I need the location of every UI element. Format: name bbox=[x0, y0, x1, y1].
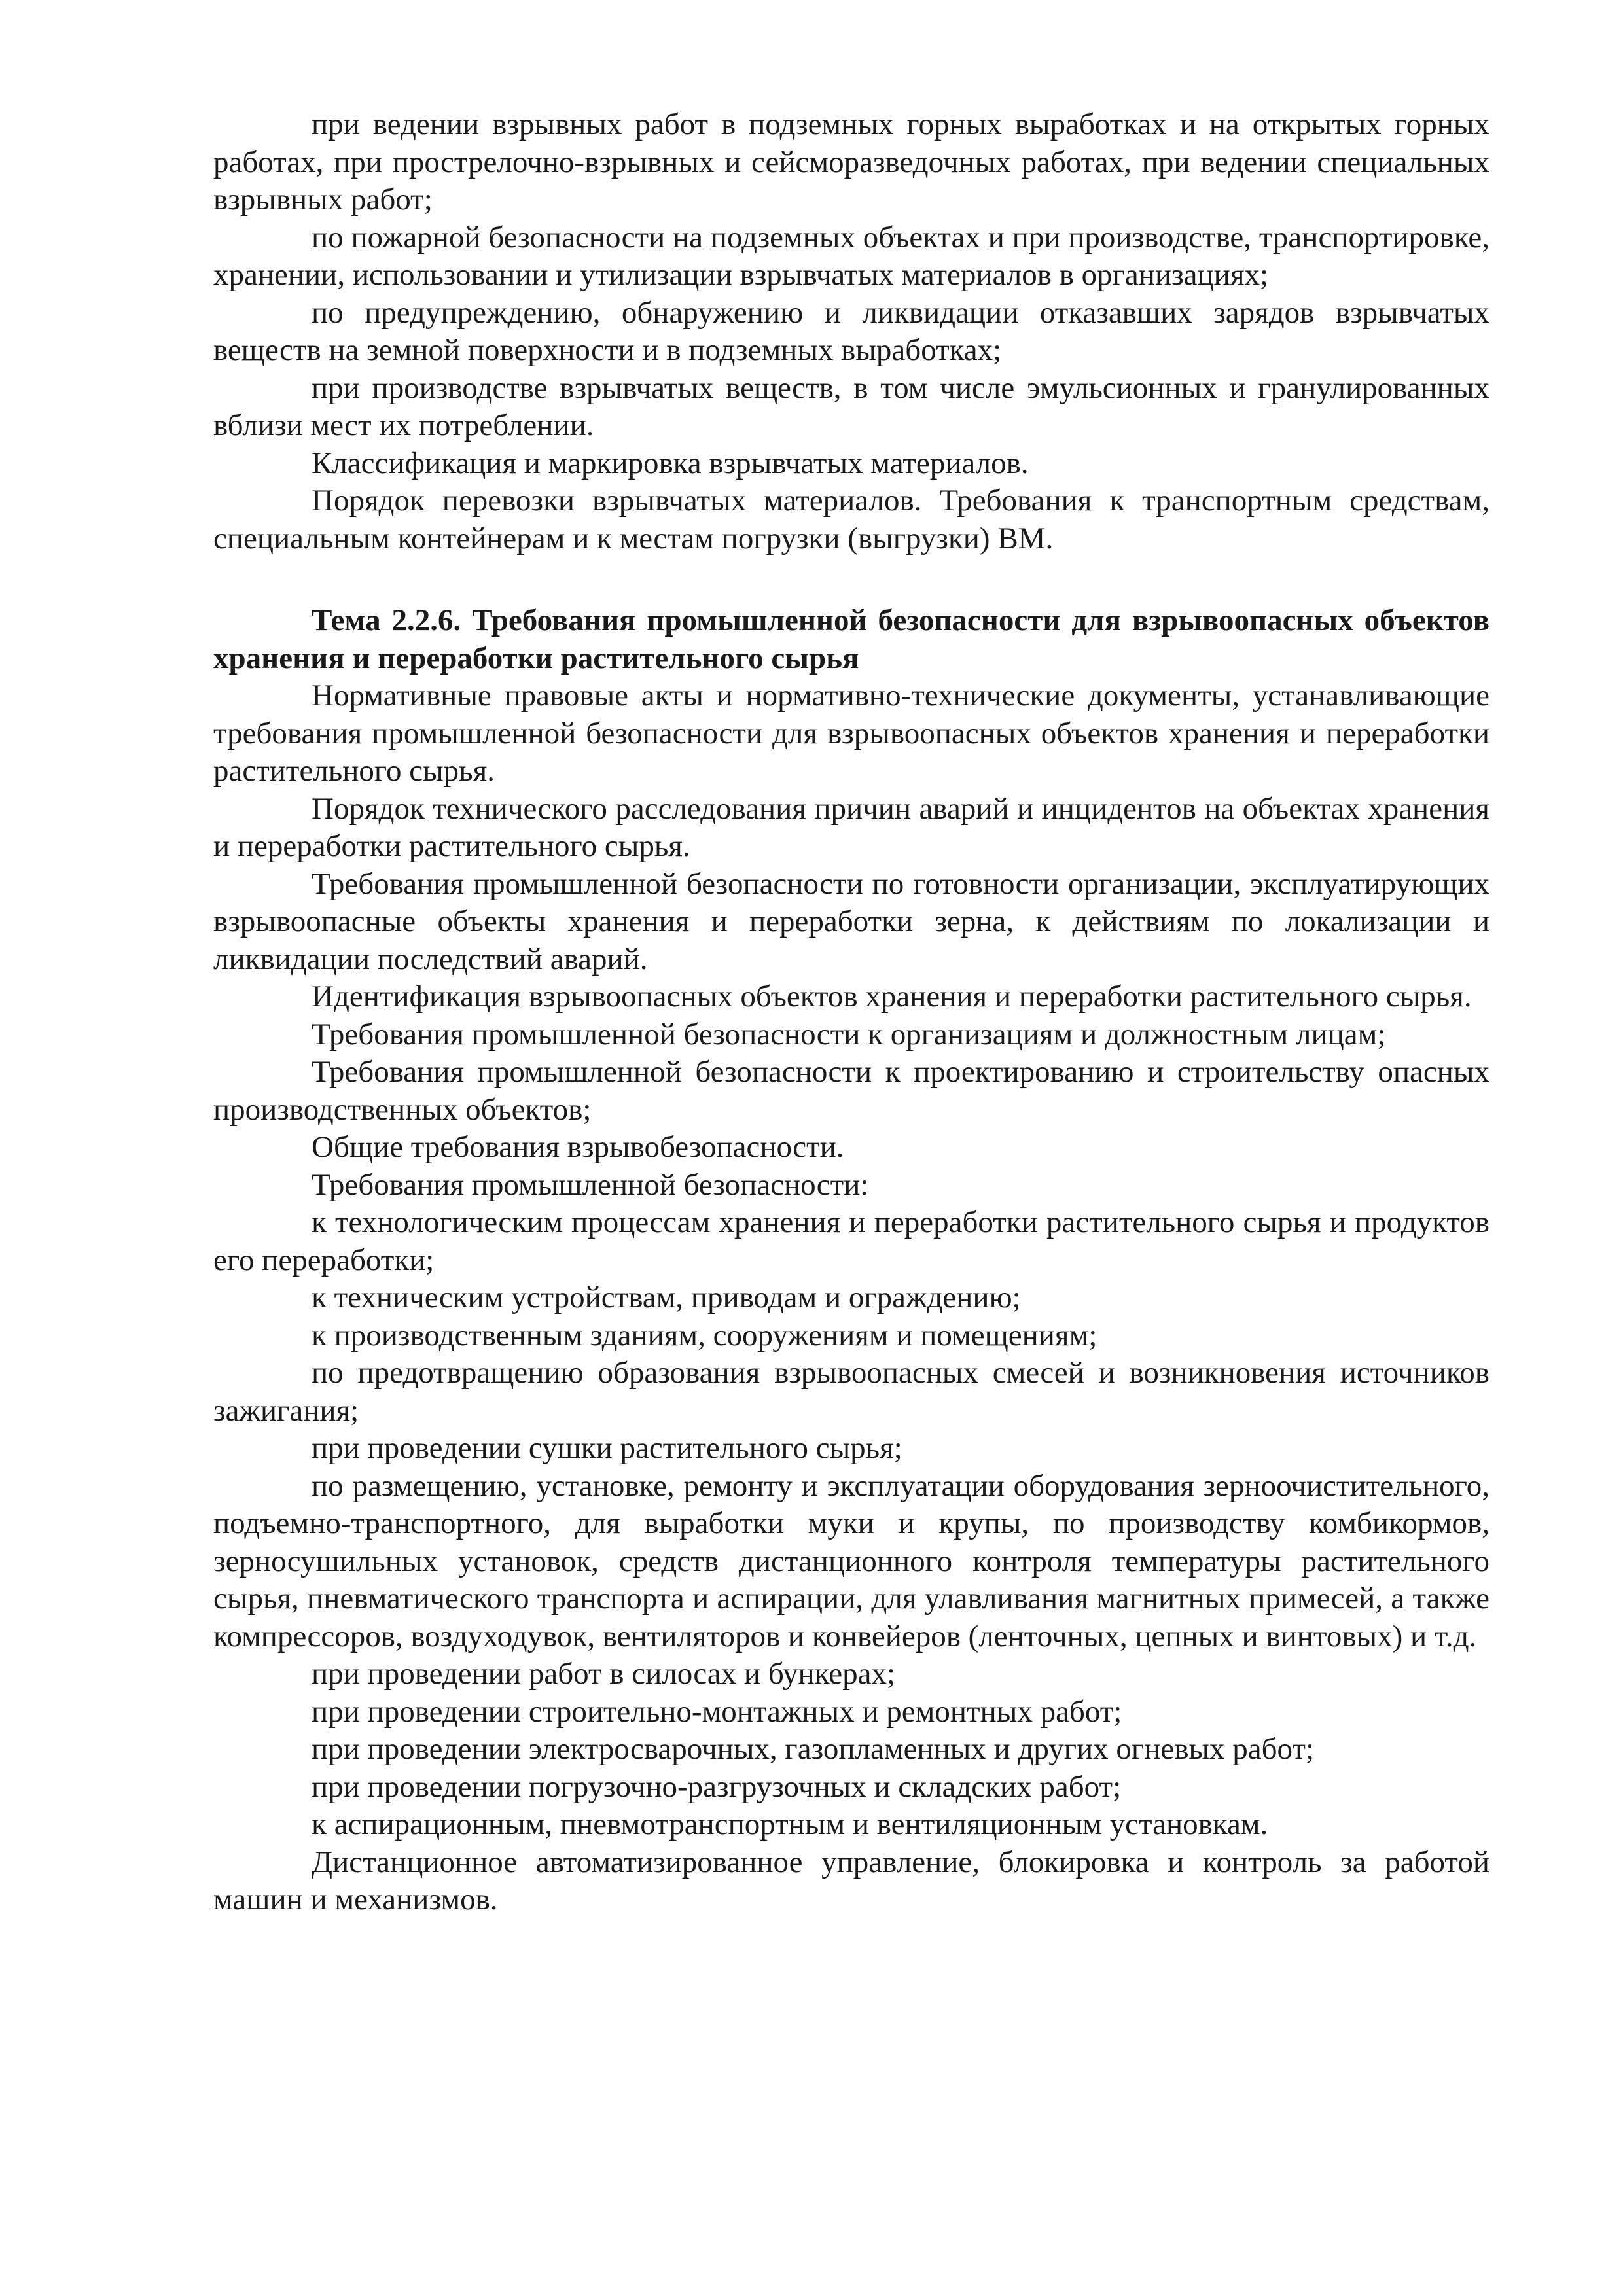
list-item-silos: при проведении работ в силосах и бункерах; bbox=[312, 1657, 896, 1691]
list-item-drying: при проведении сушки растительного сырья; bbox=[312, 1431, 902, 1465]
paragraph-identification: Идентификация взрывоопасных объектов хранения и переработки растительного сырья. bbox=[312, 980, 1472, 1014]
list-item-explosive-mixtures: по предотвращению образования взрывоопасных смесей и возникновения источников зажигания; bbox=[213, 1356, 1489, 1428]
paragraph-readiness: Требования промышленной безопасности по готовности организации, эксплуатирующих взрывоопасные объекты хранения и переработки зерна, к действиям по локализации и ликвидации последствий аварий. bbox=[213, 866, 1489, 976]
list-item-hot-works: при проведении электросварочных, газопламенных и других огневых работ; bbox=[312, 1732, 1314, 1766]
paragraph-failed-charges: по предупреждению, обнаружению и ликвидации отказавших зарядов взрывчатых веществ на земной поверхности и в подземных выработках; bbox=[213, 295, 1489, 367]
paragraph-safety-requirements: Требования промышленной безопасности: bbox=[312, 1167, 869, 1202]
list-item-technological-processes: к технологическим процессам хранения и переработки растительного сырья и продуктов его переработки; bbox=[213, 1205, 1489, 1277]
paragraph-design-construction: Требования промышленной безопасности к проектированию и строительству опасных производственных объектов; bbox=[213, 1055, 1489, 1127]
paragraph-blasting-works: при ведении взрывных работ в подземных горных выработках и на открытых горных работах, при прострелочно-взрывных и сейсморазведочных работах, при ведении специальных взрывных работ; bbox=[213, 107, 1489, 217]
list-item-buildings: к производственным зданиям, сооружениям и помещениям; bbox=[312, 1318, 1097, 1352]
list-item-technical-devices: к техническим устройствам, приводам и ограждению; bbox=[312, 1280, 1021, 1315]
document-body bbox=[213, 106, 1489, 1919]
paragraph-classification: Классификация и маркировка взрывчатых материалов. bbox=[312, 446, 1029, 480]
list-item-aspiration: к аспирационным, пневмотранспортным и вентиляционным установкам. bbox=[312, 1807, 1268, 1841]
paragraph-explosives-production: при производстве взрывчатых веществ, в том числе эмульсионных и гранулированных вблизи мест их потреблении. bbox=[213, 370, 1489, 442]
paragraph-regulatory-acts: Нормативные правовые акты и нормативно-технические документы, устанавливающие требования промышленной безопасности для взрывоопасных объектов хранения и переработки растительного сырья. bbox=[213, 679, 1489, 788]
topic-heading: Тема 2.2.6. Требования промышленной безопасности для взрывоопасных объектов хранения и переработки растительного сырья bbox=[213, 603, 1489, 675]
paragraph-transport-order: Порядок перевозки взрывчатых материалов. Требования к транспортным средствам, специальным контейнерам и к местам погрузки (выгрузки) ВМ. bbox=[213, 484, 1489, 556]
paragraph-investigation: Порядок технического расследования причин аварий и инцидентов на объектах хранения и переработки растительного сырья. bbox=[213, 791, 1489, 863]
list-item-construction-works: при проведении строительно-монтажных и ремонтных работ; bbox=[312, 1694, 1122, 1729]
paragraph-general-requirements: Общие требования взрывобезопасности. bbox=[312, 1130, 844, 1164]
list-item-loading-works: при проведении погрузочно-разгрузочных и складских работ; bbox=[312, 1769, 1122, 1804]
paragraph-organizations: Требования промышленной безопасности к организациям и должностным лицам; bbox=[312, 1017, 1386, 1051]
paragraph-fire-safety: по пожарной безопасности на подземных объектах и при производстве, транспортировке, хранении, использовании и утилизации взрывчатых материалов в организациях; bbox=[213, 220, 1489, 292]
paragraph-remote-control: Дистанционное автоматизированное управление, блокировка и контроль за работой машин и механизмов. bbox=[213, 1845, 1489, 1916]
list-item-equipment: по размещению, установке, ремонту и эксплуатации оборудования зерноочистительного, подъемно-транспортного, для выработки муки и крупы, по производству комбикормов, зерносушильных установок, средств дистанционного контроля температуры растительного сырья, пневматического транспорта и аспирации, для улавливания магнитных примесей, а также компрессоров, воздуходувок, вентиляторов и конвейеров (ленточных, цепных и винтовых) и т.д. bbox=[213, 1468, 1489, 1653]
